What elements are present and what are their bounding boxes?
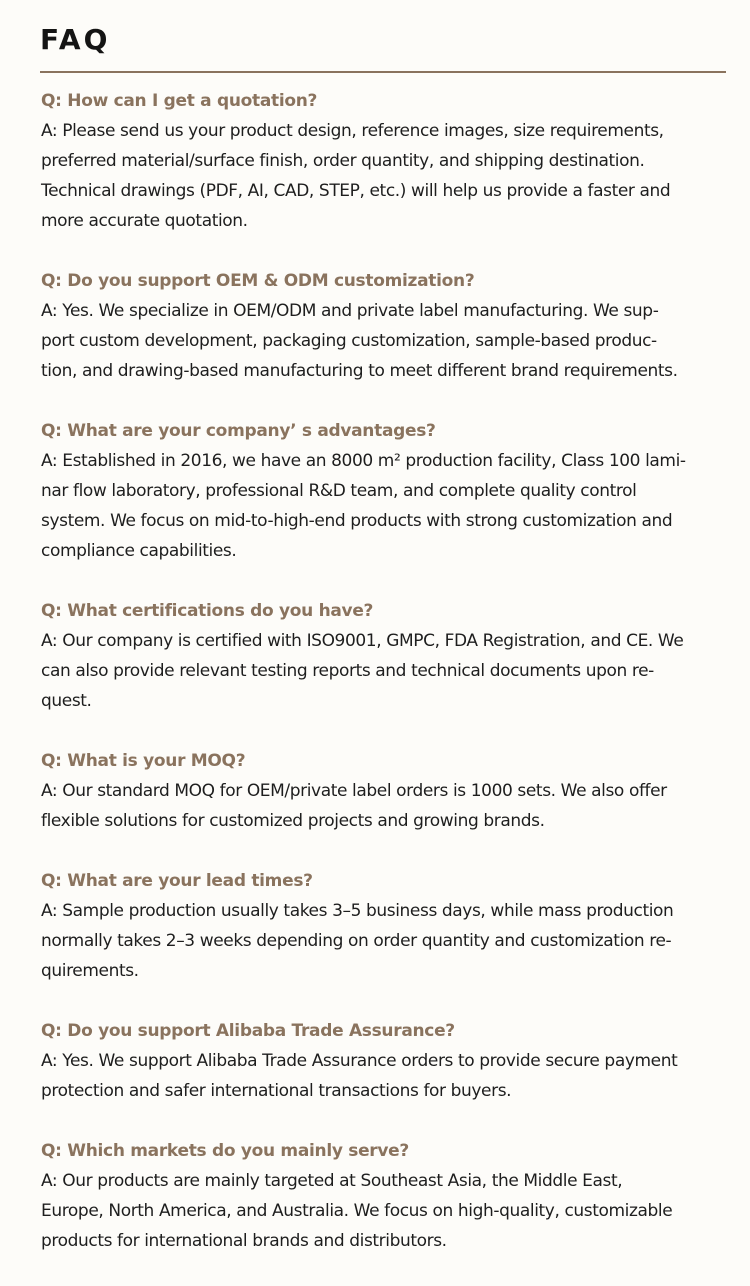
answer-line: A: Our products are mainly targeted at Southeast Asia, the Middle East, [41, 1171, 623, 1191]
faq-answer [41, 1166, 721, 1256]
faq-question: Q: Do you support Alibaba Trade Assurance? [41, 1021, 455, 1041]
faq-answer [41, 296, 721, 386]
answer-line: normally takes 2–3 weeks depending on order quantity and customization re- [41, 931, 672, 951]
answer-line: A: Our company is certified with ISO9001, GMPC, FDA Registration, and CE. We [41, 631, 684, 651]
answer-line: A: Sample production usually takes 3–5 business days, while mass production [41, 901, 674, 921]
answer-line: tion, and drawing-based manufacturing to meet different brand requirements. [41, 361, 678, 381]
answer-line: quirements. [41, 961, 139, 981]
answer-line: A: Yes. We support Alibaba Trade Assurance orders to provide secure payment [41, 1051, 678, 1071]
faq-list [41, 86, 721, 1286]
faq-item [41, 416, 721, 566]
faq-item [41, 866, 721, 986]
faq-item [41, 86, 721, 236]
answer-line: A: Yes. We specialize in OEM/ODM and private label manufacturing. We sup- [41, 301, 659, 321]
faq-question: Q: What are your company’ s advantages? [41, 421, 436, 441]
faq-item [41, 1016, 721, 1106]
answer-line: A: Our standard MOQ for OEM/private label orders is 1000 sets. We also offer [41, 781, 667, 801]
faq-question: Q: Which markets do you mainly serve? [41, 1141, 409, 1161]
answer-line: system. We focus on mid-to-high-end products with strong customization and [41, 511, 673, 531]
faq-answer [41, 446, 721, 566]
answer-line: compliance capabilities. [41, 541, 237, 561]
faq-answer [41, 896, 721, 986]
faq-item [41, 1136, 721, 1256]
answer-line: quest. [41, 691, 92, 711]
title-divider [40, 71, 726, 73]
faq-question: Q: What are your lead times? [41, 871, 313, 891]
faq-question: Q: Do you support OEM & ODM customization? [41, 271, 475, 291]
faq-answer [41, 1046, 721, 1106]
faq-item [41, 746, 721, 836]
answer-line: more accurate quotation. [41, 211, 248, 231]
faq-answer [41, 776, 721, 836]
faq-question: Q: What certifications do you have? [41, 601, 374, 621]
answer-line: Technical drawings (PDF, AI, CAD, STEP, etc.) will help us provide a faster and [41, 181, 671, 201]
answer-line: A: Please send us your product design, reference images, size requirements, [41, 121, 664, 141]
answer-line: Europe, North America, and Australia. We focus on high-quality, customizable [41, 1201, 673, 1221]
faq-item [41, 596, 721, 716]
answer-line: A: Established in 2016, we have an 8000 m² production facility, Class 100 lami- [41, 451, 686, 471]
faq-answer [41, 626, 721, 716]
page-title: FAQ [40, 23, 111, 56]
answer-line: protection and safer international transactions for buyers. [41, 1081, 512, 1101]
faq-question: Q: How can I get a quotation? [41, 91, 318, 111]
answer-line: port custom development, packaging customization, sample-based produc- [41, 331, 657, 351]
faq-item [41, 266, 721, 386]
answer-line: flexible solutions for customized projects and growing brands. [41, 811, 545, 831]
answer-line: nar flow laboratory, professional R&D team, and complete quality control [41, 481, 637, 501]
answer-line: preferred material/surface finish, order quantity, and shipping destination. [41, 151, 645, 171]
answer-line: can also provide relevant testing reports and technical documents upon re- [41, 661, 654, 681]
faq-answer [41, 116, 721, 236]
answer-line: products for international brands and distributors. [41, 1231, 447, 1251]
faq-question: Q: What is your MOQ? [41, 751, 246, 771]
